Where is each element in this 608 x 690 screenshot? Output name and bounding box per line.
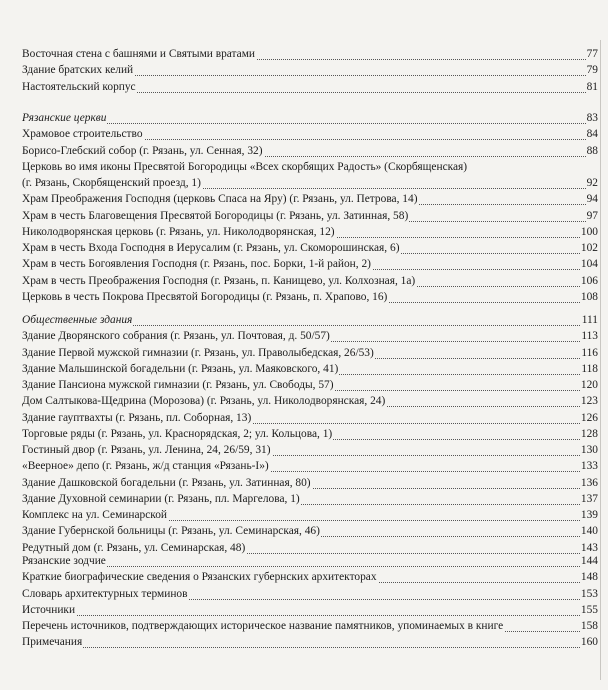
toc-page-number: 100 — [580, 225, 598, 238]
toc-entry-title: Николодворянская церковь (г. Рязань, ул. Николодворянская, 12) — [22, 225, 335, 238]
toc-entry-title: Борисо-Глебский собор (г. Рязань, ул. Сенная, 32) — [22, 144, 263, 157]
toc-page-number: 148 — [580, 571, 598, 584]
toc-page-number: 77 — [586, 48, 598, 60]
dot-leader — [22, 647, 598, 648]
toc-page-number: 106 — [580, 274, 598, 287]
toc-entry-title: Примечания — [22, 636, 83, 649]
toc-page-number: 153 — [580, 587, 598, 600]
dot-leader — [22, 615, 598, 616]
toc-entry-title: Комплекс на ул. Семинарской — [22, 509, 168, 521]
toc-page-number: 126 — [580, 411, 598, 424]
toc-page-number: 83 — [586, 112, 598, 124]
toc-page-number: 139 — [580, 509, 598, 521]
toc-page-number: 137 — [580, 492, 598, 505]
toc-entry-title: (г. Рязань, Скорбященский проезд, 1) — [22, 177, 201, 189]
dot-leader — [22, 123, 598, 124]
page-edge-line — [600, 40, 601, 680]
toc-page-number: 116 — [581, 346, 598, 359]
toc-page-number: 133 — [580, 460, 598, 473]
toc-entry-title: Здание Дашковской богадельни (г. Рязань, ул. Затинная, 80) — [22, 476, 311, 489]
toc-page-number: 97 — [586, 209, 598, 222]
toc-entry-title: Храм в честь Благовещения Пресвятой Богородицы (г. Рязань, ул. Затинная, 58) — [22, 209, 409, 222]
toc-entry-title: Торговые ряды (г. Рязань, ул. Краснорядская, 2; ул. Кольцова, 1) — [22, 427, 333, 440]
toc-entry-title: Здание Дворянского собрания (г. Рязань, ул. Почтовая, д. 50/57) — [22, 330, 330, 343]
toc-entry-title: Гостиный двор (г. Рязань, ул. Ленина, 24, 26/59, 31) — [22, 444, 271, 456]
dot-leader — [22, 566, 598, 567]
toc-entry-title: Восточная стена с башнями и Святыми вратами — [22, 48, 256, 60]
toc-page-number: 79 — [586, 64, 598, 77]
toc-page-number: 113 — [581, 330, 598, 343]
toc-entry-title: Здание Духовной семинарии (г. Рязань, пл. Маргелова, 1) — [22, 492, 300, 505]
toc-entry-title: Настоятельский корпус — [22, 80, 136, 93]
toc-page-number: 94 — [586, 193, 598, 206]
toc-entry-title: Церковь во имя иконы Пресвятой Богородицы «Всех скорбящих Радость» (Скорбященская) — [22, 160, 468, 173]
toc-page-number: 144 — [580, 555, 598, 567]
toc-page-number: 140 — [580, 525, 598, 538]
toc-entry-title: Здание Пансиона мужской гимназии (г. Рязань, ул. Свободы, 57) — [22, 379, 334, 391]
toc-entry-title: Храм в честь Входа Господня в Иерусалим (г. Рязань, ул. Скоморошинская, 6) — [22, 242, 400, 254]
toc-page-number: 111 — [581, 314, 598, 326]
toc-entry-title: «Веерное» депо (г. Рязань, ж/д станция «Рязань-I») — [22, 460, 269, 473]
toc-entry-title: Общественные здания — [22, 314, 133, 326]
toc-page-number: 123 — [580, 395, 598, 408]
toc-page-number: 81 — [586, 80, 598, 93]
toc-entry-title: Рязанские церкви — [22, 112, 107, 124]
toc-page-number: 155 — [580, 603, 598, 616]
toc-entry-title: Перечень источников, подтверждающих историческое название памятников, упоминаемых в книге — [22, 620, 504, 632]
toc-entry-title: Здание братских келий — [22, 64, 134, 77]
toc-entry-title: Редутный дом (г. Рязань, ул. Семинарская, 48) — [22, 541, 246, 554]
toc-entry-title: Краткие биографические сведения о Рязанских губернских архитекторах — [22, 571, 377, 584]
toc-entry-title: Словарь архитектурных терминов — [22, 587, 188, 600]
toc-page-number: 108 — [580, 290, 598, 303]
toc-page-number: 128 — [580, 427, 598, 440]
toc-entry-title: Здание Губернской больницы (г. Рязань, ул. Семинарская, 46) — [22, 525, 320, 538]
toc-entry-title: Храм в честь Богоявления Господня (г. Рязань, пос. Борки, 1-й район, 2) — [22, 258, 371, 271]
toc-entry-title: Здание гауптвахты (г. Рязань, пл. Соборная, 13) — [22, 411, 252, 424]
toc-page-number: 158 — [580, 620, 598, 632]
toc-entry-title: Храмовое строительство — [22, 128, 143, 141]
toc-page-number: 143 — [580, 541, 598, 554]
toc-entry-title: Храм в честь Преображения Господня (г. Рязань, п. Канищево, ул. Колхозная, 1а) — [22, 274, 416, 287]
toc-page-number: 130 — [580, 444, 598, 456]
toc-entry-title: Храм Преображения Господня (церковь Спаса на Яру) (г. Рязань, ул. Петрова, 14) — [22, 193, 418, 206]
toc-entry-title: Источники — [22, 603, 76, 616]
toc-page-number: 120 — [580, 379, 598, 391]
toc-entry-title: Рязанские зодчие — [22, 555, 106, 567]
toc-page-number: 160 — [580, 636, 598, 649]
toc-page-number: 92 — [586, 177, 598, 189]
toc-page-number: 136 — [580, 476, 598, 489]
toc-page-number: 104 — [580, 258, 598, 271]
toc-entry-title: Здание Мальшинской богадельни (г. Рязань, ул. Маяковского, 41) — [22, 362, 339, 375]
toc-entry-title: Здание Первой мужской гимназии (г. Рязань, ул. Праволыбедская, 26/53) — [22, 346, 374, 359]
toc-page-number: 84 — [586, 128, 598, 141]
toc-entry-title: Церковь в честь Покрова Пресвятой Богородицы (г. Рязань, п. Храпово, 16) — [22, 290, 388, 303]
toc-page-number: 118 — [581, 362, 598, 375]
toc-page-number: 88 — [586, 144, 598, 157]
toc-page-number: 102 — [580, 242, 598, 254]
toc-entry-title: Дом Салтыкова-Щедрина (Морозова) (г. Рязань, ул. Николодворянская, 24) — [22, 395, 386, 408]
